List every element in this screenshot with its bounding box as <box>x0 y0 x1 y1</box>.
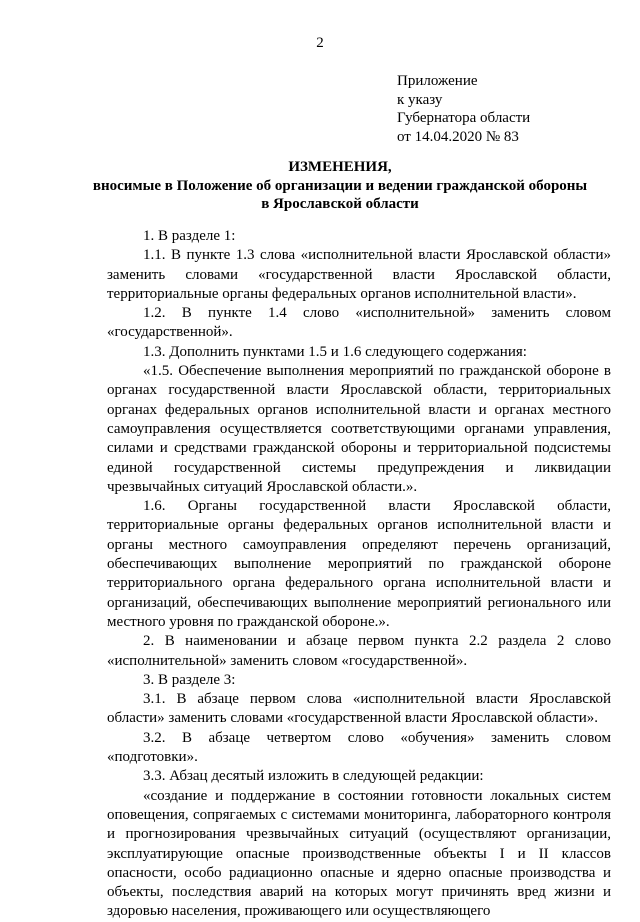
document-title <box>70 158 610 214</box>
paragraph: 2. В наименовании и абзаце первом пункта 2.2 раздела 2 слово «исполнительной» заменить словом «государственной». <box>107 633 611 669</box>
paragraph: «создание и поддержание в состоянии готовности локальных систем оповещения, сопрягаемых с системами мониторинга, лабораторного контроля и прогнозирования чрезвычайных ситуаций (осуществляют организации, эксплуатирующие опасные производственные объекты I и II классов опасности, особо радиационно опасные и ядерно опасные производства и объекты, последствия аварий на которых могут причинять вред жизни и здоровью населения, проживающего или осуществляющего <box>107 787 611 920</box>
page-number: 2 <box>316 35 324 51</box>
paragraph: 1.2. В пункте 1.4 слово «исполнительной» заменить словом «государственной». <box>107 305 611 341</box>
document-body <box>107 227 611 922</box>
paragraph: 1.3. Дополнить пунктами 1.5 и 1.6 следующего содержания: <box>143 343 527 360</box>
paragraph: 1.1. В пункте 1.3 слова «исполнительной власти Ярославской области» заменить словами «государственной власти Ярославской области, территориальные органы федеральных органов исполнительной власти». <box>107 247 611 302</box>
appendix-line: к указу <box>397 91 443 108</box>
appendix-line: Губернатора области <box>397 110 531 126</box>
title-heading: ИЗМЕНЕНИЯ, <box>288 159 392 175</box>
appendix-line: Приложение <box>397 73 478 89</box>
paragraph: 3.2. В абзаце четвертом слово «обучения» заменить словом «подготовки». <box>107 729 611 766</box>
title-subheading: вносимые в Положение об организации и ведении гражданской обороны <box>92 177 588 194</box>
paragraph: 3. В разделе 3: <box>143 671 236 688</box>
paragraph: 3.3. Абзац десятый изложить в следующей редакции: <box>143 768 484 785</box>
paragraph: «1.5. Обеспечение выполнения мероприятий по гражданской обороне в органах государственной власти Ярославской области, территориальных органах федеральных органов исполнительной власти и органах местного самоуправления осуществляется соответствующими органами управления, силами и средствами гражданской обороны и территориальной подсистемы единой государственной системы предупреждения и ликвидации чрезвычайных ситуаций Ярославской области.». <box>107 363 611 495</box>
paragraph: 1.6. Органы государственной власти Ярославской области, территориальные органы федеральных органов исполнительной власти и органы местного самоуправления определяют перечень организаций, обеспечивающих выполнение мероприятий по гражданской обороне территориального органа федерального органа исполнительной власти и организаций, обеспечивающих выполнение мероприятий регионального или местного уровня по гражданской обороне.». <box>107 498 611 630</box>
paragraph: 3.1. В абзаце первом слова «исполнительной власти Ярославской области» заменить словами «государственной власти Ярославской области». <box>107 691 611 727</box>
appendix-date-line: от 14.04.2020 № 83 <box>397 128 519 145</box>
appendix-block <box>397 72 627 146</box>
title-subheading: в Ярославской области <box>261 196 419 212</box>
paragraph: 1. В разделе 1: <box>143 228 236 244</box>
